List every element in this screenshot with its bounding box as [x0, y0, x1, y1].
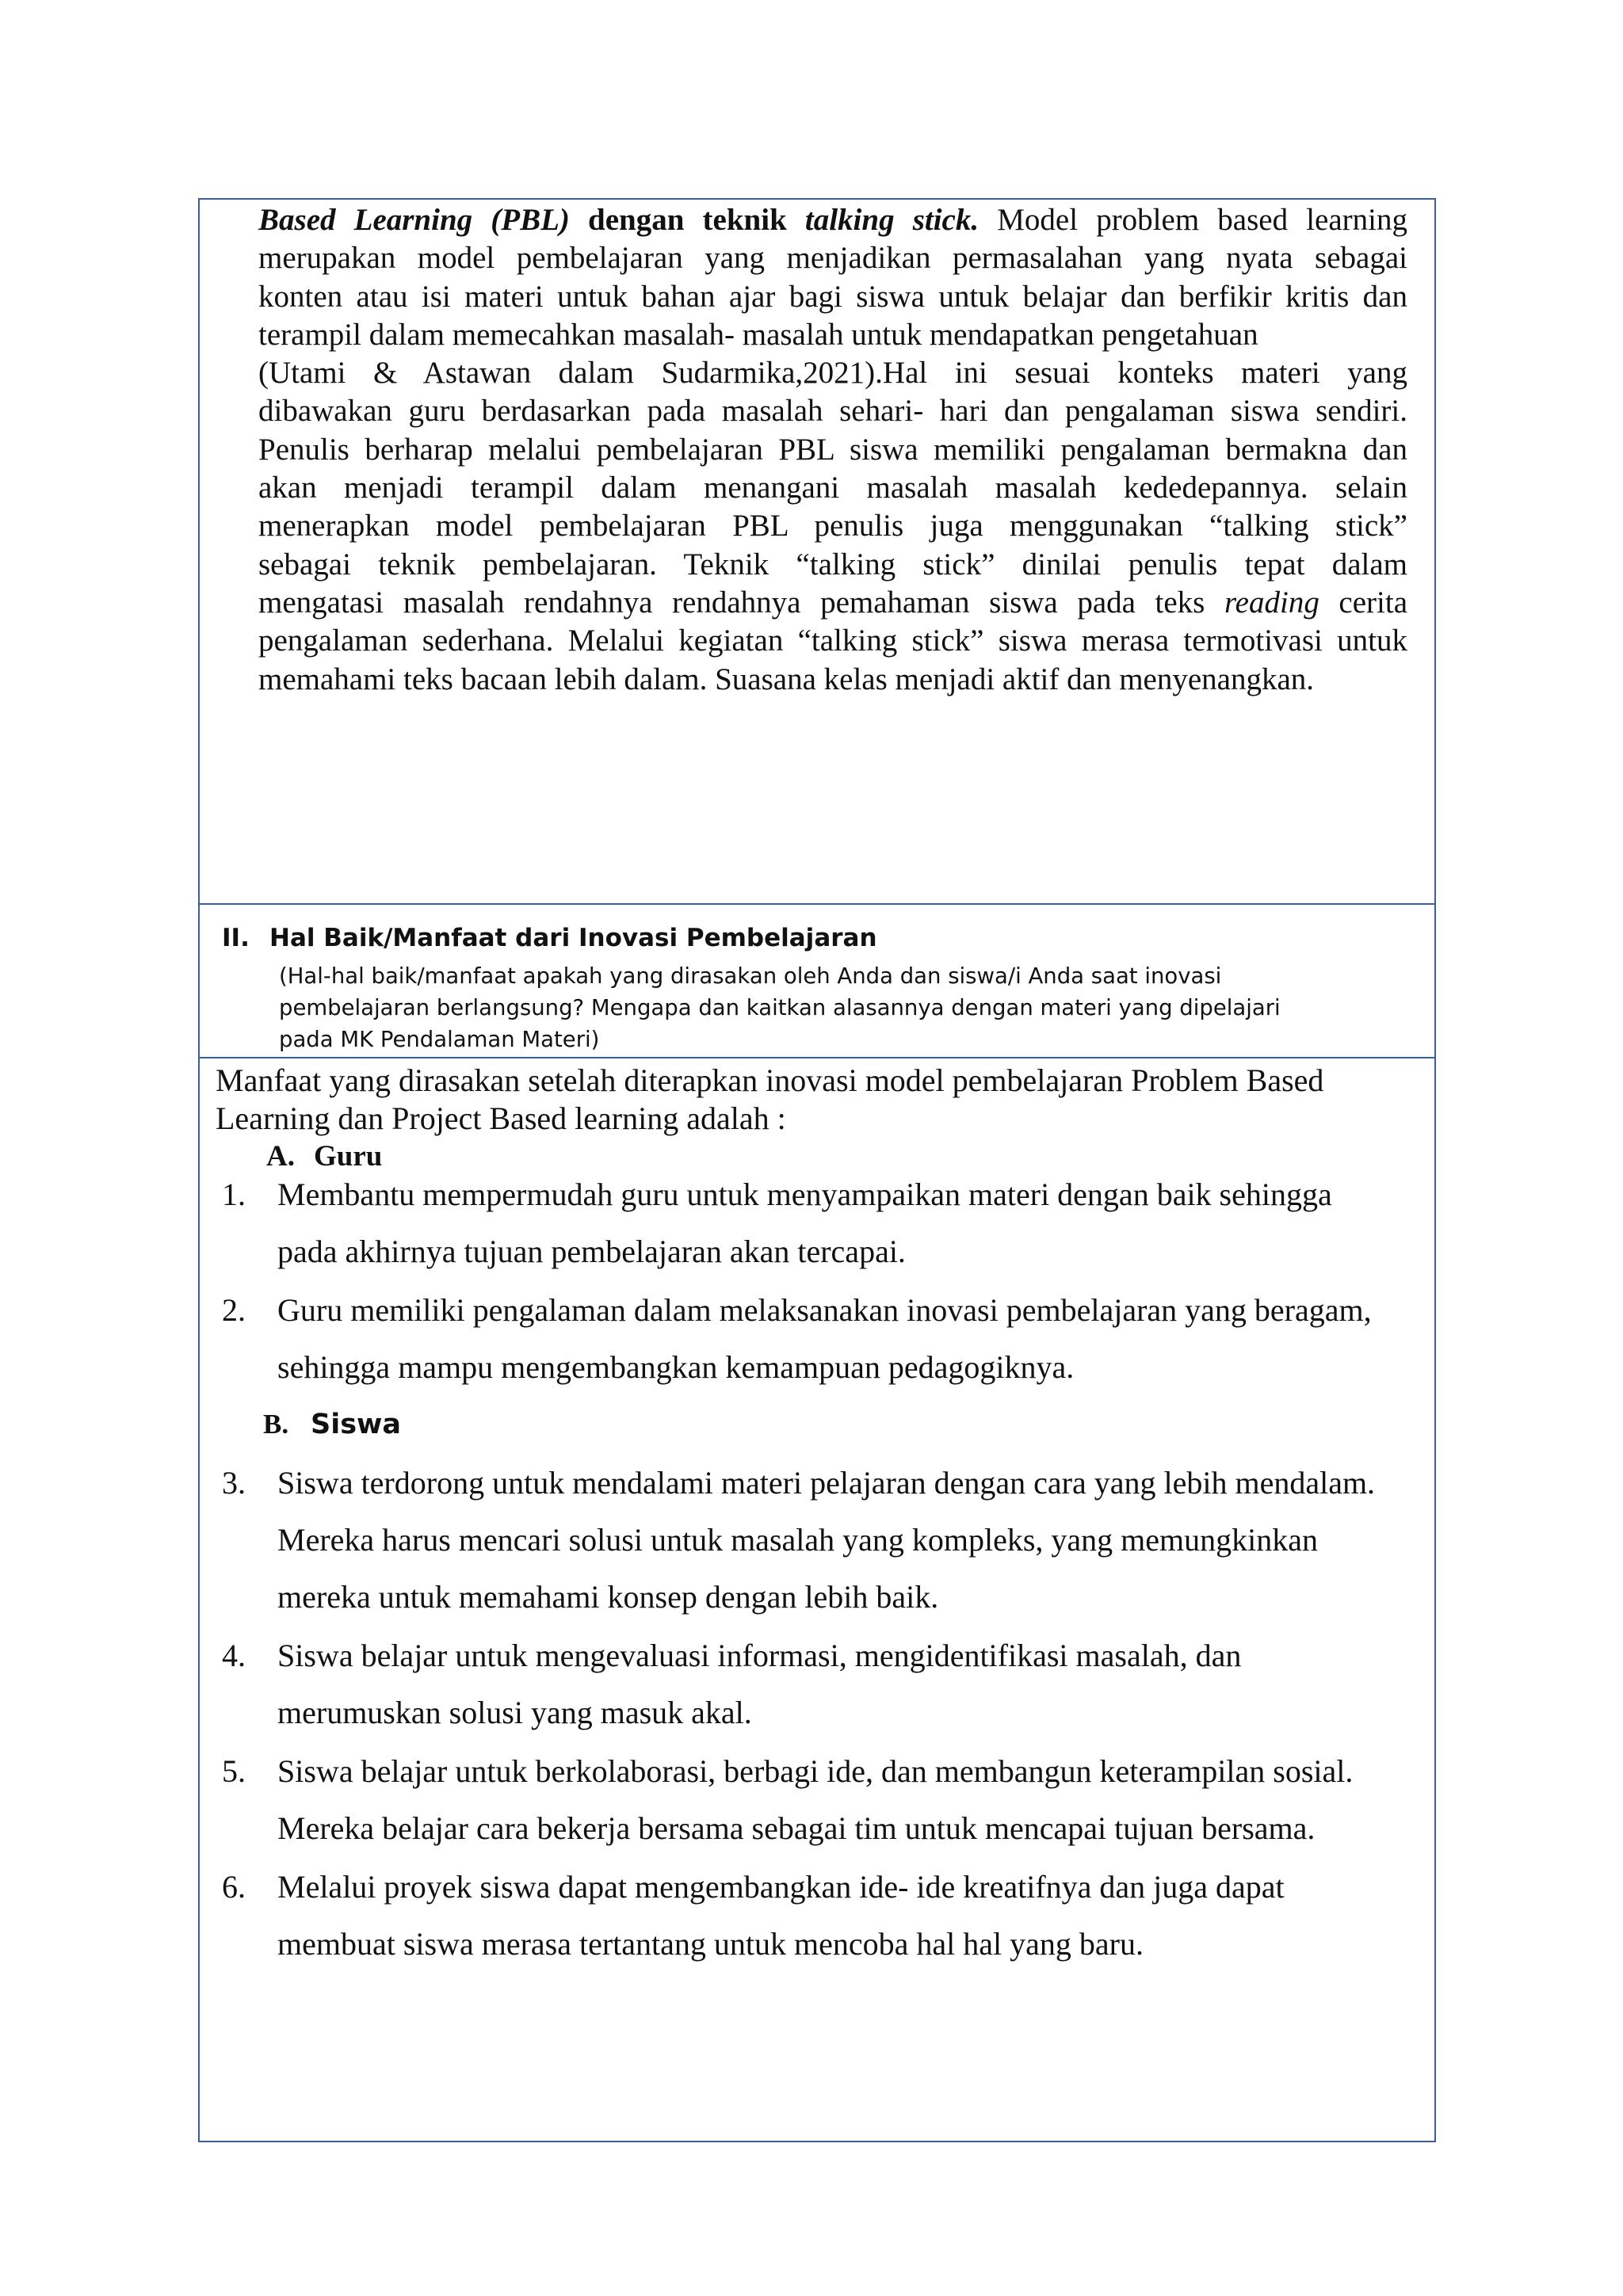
text-run: Model problem based learning [979, 203, 1407, 237]
list-item-line: Membantu mempermudah guru untuk menyampaikan materi dengan baik sehingga [277, 1177, 1332, 1212]
text-run: memahami teks bacaan lebih dalam. Suasana kelas menjadi aktif dan menyenangkan. [258, 662, 1315, 696]
text-run: Based Learning (PBL) [258, 203, 570, 237]
list-item-line: Siswa terdorong untuk mendalami materi pelajaran dengan cara yang lebih mendalam. [277, 1465, 1376, 1501]
subheading-label: Siswa [311, 1409, 401, 1440]
text-run: pengalaman sederhana. Melalui kegiatan “talking stick” siswa merasa termotivasi untuk [258, 624, 1407, 658]
pbl-paragraph [258, 201, 1407, 699]
text-run: terampil dalam memecahkan masalah- masalah untuk mendapatkan pengetahuan [258, 317, 1258, 352]
list-item-number: 2. [222, 1292, 246, 1328]
text-run: dengan teknik [569, 203, 805, 237]
section-1-box [198, 198, 1436, 905]
subtitle-line: (Hal-hal baik/manfaat apakah yang dirasakan oleh Anda dan siswa/i Anda saat inovasi [279, 963, 1222, 989]
text-run: talking stick. [804, 203, 980, 237]
list-item-line: membuat siswa merasa tertantang untuk mencoba hal hal yang baru. [277, 1926, 1144, 1962]
list-item-line: Guru memiliki pengalaman dalam melaksanakan inovasi pembelajaran yang beragam, [277, 1292, 1372, 1328]
paragraph-line [258, 201, 1407, 239]
subheading-guru [266, 1139, 382, 1173]
paragraph-line [258, 507, 1407, 545]
text-run: reading [1224, 585, 1319, 620]
paragraph-line [258, 354, 1407, 392]
paragraph-line [258, 392, 1407, 430]
text-run: menerapkan model pembelajaran PBL penulis juga menggunakan “talking stick” [258, 509, 1407, 543]
section-2-content-box [198, 1057, 1436, 2142]
intro-paragraph [216, 1062, 1420, 1138]
subheading-label: Guru [314, 1140, 383, 1173]
list-item-line: mereka untuk memahami konsep dengan lebih baik. [277, 1579, 939, 1615]
list-item-line: Mereka belajar cara bekerja bersama sebagai tim untuk mencapai tujuan bersama. [277, 1810, 1316, 1846]
text-run: cerita [1319, 585, 1408, 620]
paragraph-line [258, 546, 1407, 584]
paragraph-line [258, 278, 1407, 316]
intro-line: Manfaat yang dirasakan setelah diterapkan inovasi model pembelajaran Problem Based [216, 1062, 1324, 1098]
paragraph-line [258, 316, 1407, 354]
paragraph-line [258, 661, 1407, 699]
list-item-line: pada akhirnya tujuan pembelajaran akan tercapai. [277, 1234, 906, 1269]
list-item-line: Melalui proyek siswa dapat mengembangkan ide- ide kreatifnya dan juga dapat [277, 1869, 1285, 1905]
subtitle-line: pada MK Pendalaman Materi) [279, 1027, 600, 1052]
list-item-number: 4. [222, 1638, 246, 1673]
subheading-letter: A. [266, 1140, 295, 1173]
list-item-line: sehingga mampu mengembangkan kemampuan pedagogiknya. [277, 1349, 1075, 1385]
text-run: merupakan model pembelajaran yang menjadikan permasalahan yang nyata sebagai [258, 241, 1407, 276]
section-2-header-box [198, 903, 1436, 1058]
list-item-number: 6. [222, 1869, 246, 1905]
list-item-line: Siswa belajar untuk berkolaborasi, berbagi ide, dan membangun keterampilan sosial. [277, 1753, 1354, 1789]
text-run: sebagai teknik pembelajaran. Teknik “talking stick” dinilai penulis tepat dalam [258, 547, 1407, 582]
paragraph-line [258, 584, 1407, 622]
section-heading [222, 924, 877, 952]
section-subtitle [279, 960, 1404, 1055]
text-run: mengatasi masalah rendahnya rendahnya pemahaman siswa pada teks [258, 585, 1224, 620]
subtitle-line: pembelajaran berlangsung? Mengapa dan kaitkan alasannya dengan materi yang dipelajari [279, 995, 1281, 1020]
paragraph-line [258, 622, 1407, 660]
list-item-line: merumuskan solusi yang masuk akal. [277, 1695, 752, 1730]
list-item-line: Mereka harus mencari solusi untuk masalah yang kompleks, yang memungkinkan [277, 1522, 1319, 1558]
text-run: dibawakan guru berdasarkan pada masalah sehari- hari dan pengalaman siswa sendiri. [258, 394, 1407, 429]
list-item-number: 1. [222, 1177, 246, 1212]
paragraph-line [258, 431, 1407, 469]
list-item-number: 5. [222, 1753, 246, 1789]
subheading-letter: B. [263, 1409, 289, 1440]
text-run: (Utami & Astawan dalam Sudarmika,2021).Hal ini sesuai konteks materi yang [258, 356, 1407, 391]
paragraph-line [258, 239, 1407, 277]
text-run: konten atau isi materi untuk bahan ajar bagi siswa untuk belajar dan berfikir kritis dan [258, 279, 1407, 314]
list-item-line: Siswa belajar untuk mengevaluasi informasi, mengidentifikasi masalah, dan [277, 1638, 1242, 1673]
intro-line: Learning dan Project Based learning adalah : [216, 1100, 786, 1136]
text-run: akan menjadi terampil dalam menangani masalah masalah kededepannya. selain [258, 471, 1407, 505]
section-number: II. [222, 924, 250, 952]
section-title: Hal Baik/Manfaat dari Inovasi Pembelajaran [269, 924, 877, 952]
paragraph-line [258, 469, 1407, 507]
text-run: Penulis berharap melalui pembelajaran PBL siswa memiliki pengalaman bermakna dan [258, 432, 1407, 467]
list-item-number: 3. [222, 1465, 246, 1501]
subheading-siswa [263, 1409, 401, 1440]
